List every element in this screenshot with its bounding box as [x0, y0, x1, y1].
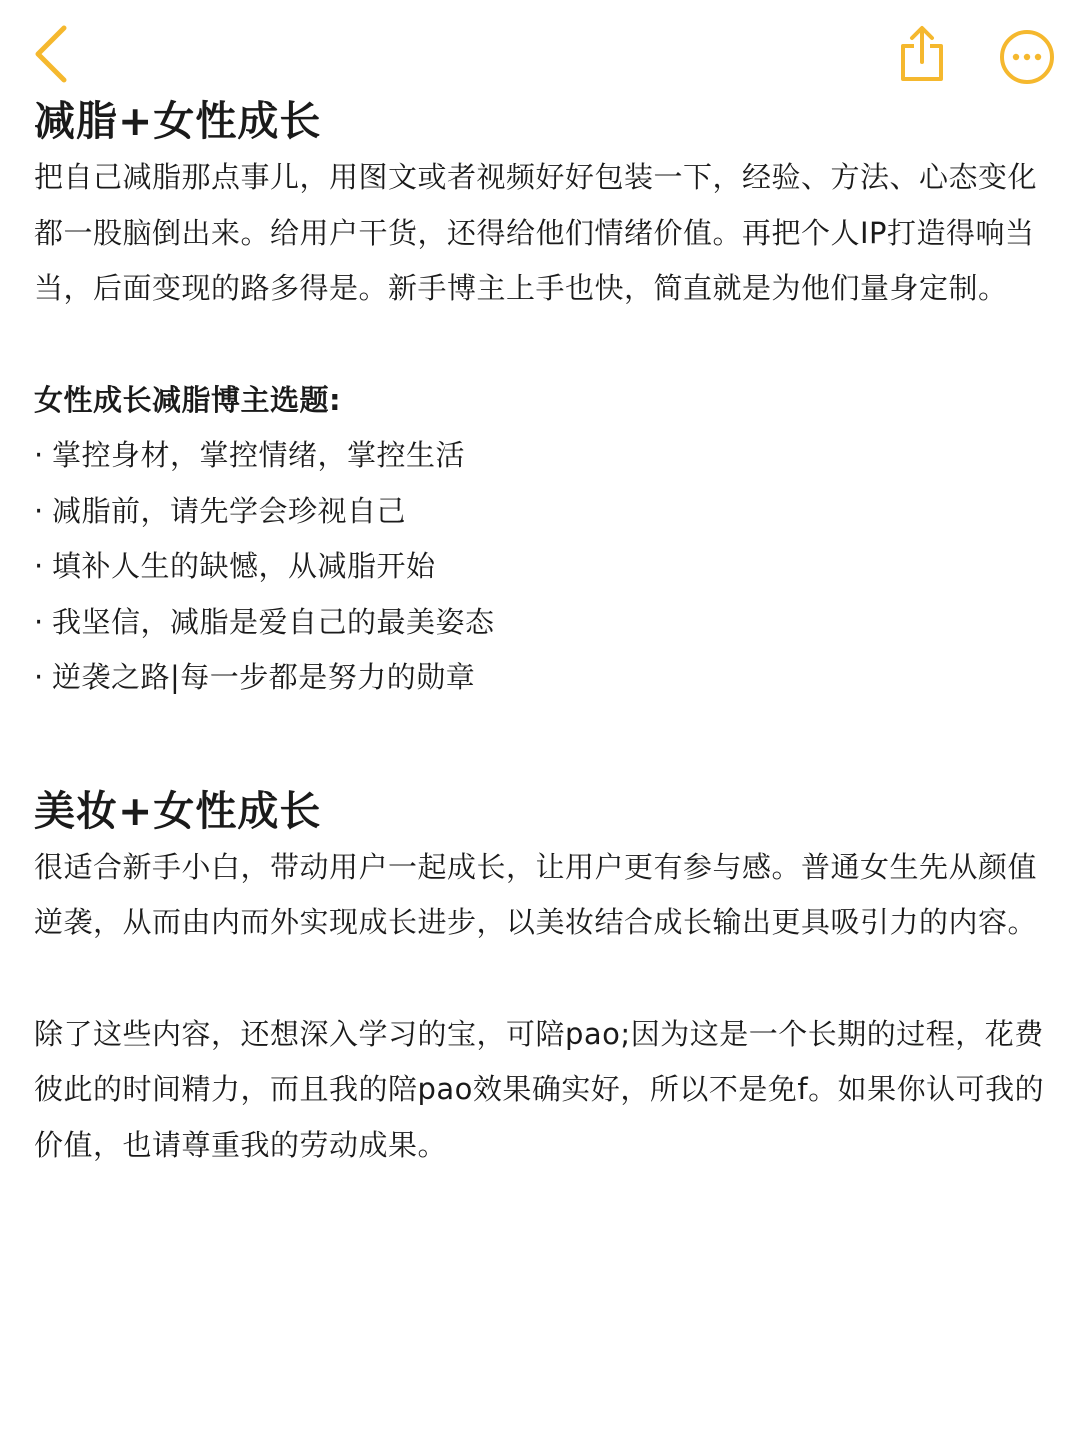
- bullet: ·: [34, 549, 44, 583]
- closing-paragraph: 除了这些内容，还想深入学习的宝，可陪pao;因为这是一个长期的过程，花费彼此的时间精力，而且我的陪pao效果确实好，所以不是免f。如果你认可我的价值，也请尊重我的劳动成果。: [34, 1016, 1045, 1162]
- topics-subheading: 女性成长减脂博主选题:: [34, 382, 342, 417]
- back-button[interactable]: [28, 22, 80, 86]
- topics-list: [34, 428, 1046, 706]
- bullet: ·: [34, 660, 44, 694]
- list-item: [34, 595, 1046, 651]
- share-button[interactable]: [896, 24, 948, 84]
- more-icon: [998, 28, 1056, 86]
- topic-text: 减脂前，请先学会珍视自己: [52, 493, 407, 528]
- section-paragraph-makeup: 很适合新手小白，带动用户一起成长，让用户更有参与感。普通女生先从颜值逆袭，从而由内而外实现成长进步，以美妆结合成长输出更具吸引力的内容。: [34, 849, 1038, 939]
- section-title-fat-loss: 减脂+女性成长: [34, 97, 322, 145]
- section-title-makeup: 美妆+女性成长: [34, 786, 322, 835]
- top-bar: [0, 0, 1080, 100]
- topic-text: 填补人生的缺憾，从减脂开始: [52, 549, 436, 583]
- topic-text: 我坚信，减脂是爱自己的最美姿态: [52, 604, 495, 639]
- chevron-left-icon: [28, 22, 80, 86]
- more-button[interactable]: [998, 28, 1056, 86]
- bullet: ·: [34, 604, 44, 639]
- topic-text: 逆袭之路|每一步都是努力的勋章: [52, 660, 476, 694]
- list-item: [34, 484, 1046, 540]
- bullet: ·: [34, 438, 44, 472]
- note-content: [34, 92, 1046, 1173]
- topic-text: 掌控身材，掌控情绪，掌控生活: [52, 438, 466, 472]
- list-item: [34, 650, 1046, 706]
- list-item: [34, 428, 1046, 484]
- section-paragraph-fat-loss: 把自己减脂那点事儿，用图文或者视频好好包装一下，经验、方法、心态变化都一股脑倒出来。给用户干货，还得给他们情绪价值。再把个人IP打造得响当当，后面变现的路多得是。新手博主上手也快，简直就是为他们量身定制。: [34, 160, 1038, 305]
- share-icon: [896, 24, 948, 84]
- bullet: ·: [34, 493, 44, 528]
- list-item: [34, 539, 1046, 595]
